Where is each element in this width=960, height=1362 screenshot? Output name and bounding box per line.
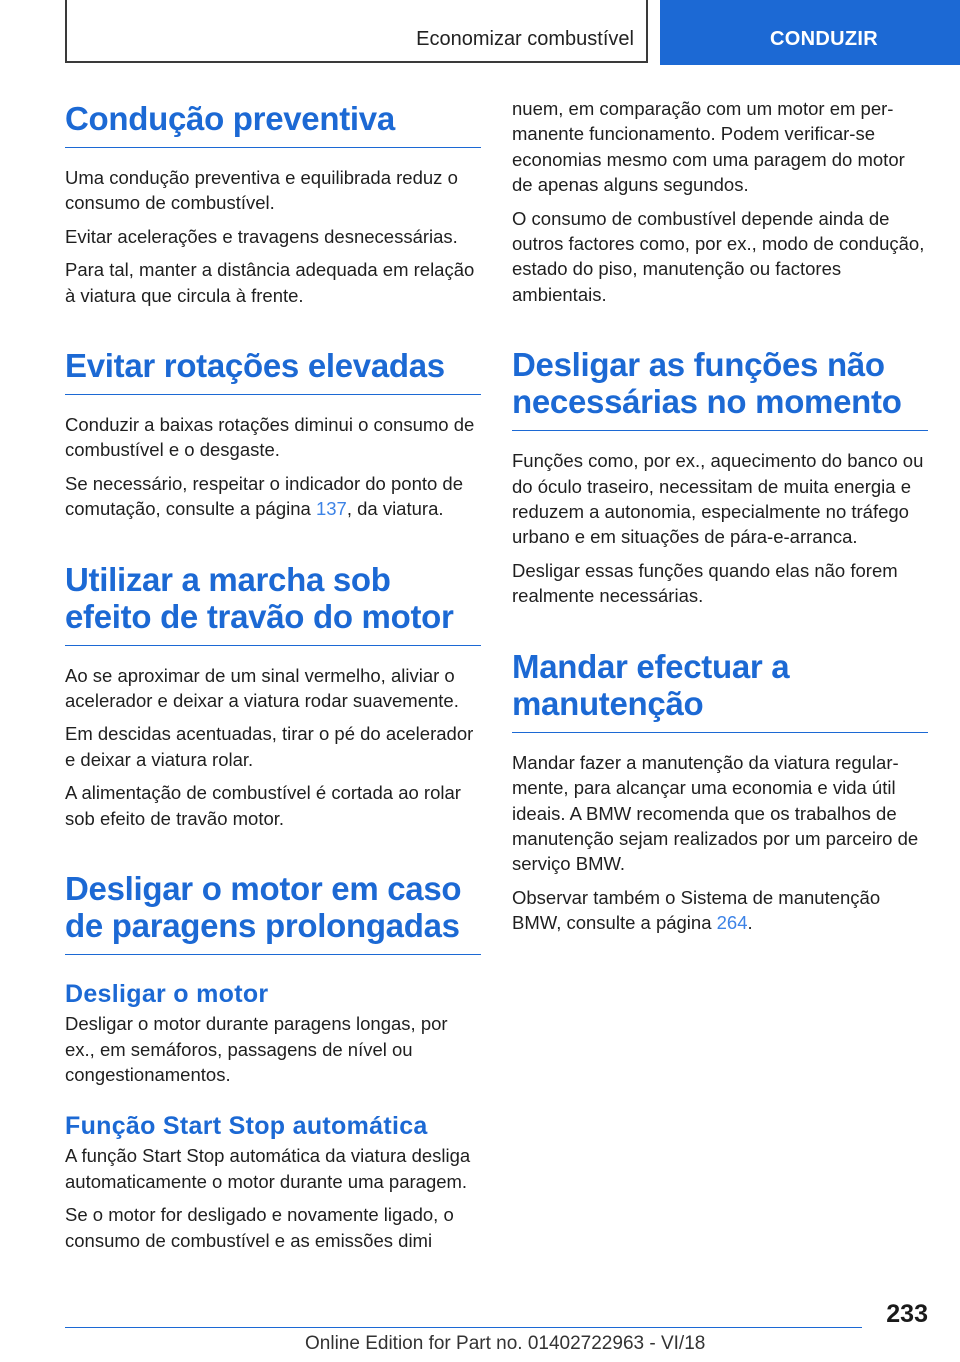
page-link-137[interactable]: 137	[315, 498, 347, 520]
heading-conducao-preventiva: Condução preventiva	[65, 100, 481, 148]
paragraph	[65, 471, 481, 522]
header-chapter-label: CONDUZIR	[770, 28, 878, 50]
paragraph: Conduzir a baixas rotações diminui o consumo de combustível e o desgaste.	[65, 414, 475, 461]
paragraph: O consumo de combustível depende ainda de outros factores como, por ex., modo de condução, estado do piso, manutenção ou factores ambientais.	[512, 207, 925, 305]
paragraph: A alimentação de combustível é cortada ao rolar sob efeito de travão motor.	[65, 782, 461, 829]
paragraph: Uma condução preventiva e equilibrada reduz o consumo de combustível.	[65, 167, 458, 214]
paragraph: Ao se aproximar de um sinal vermelho, aliviar o acelerador e deixar a viatura rodar suavemente.	[65, 664, 459, 712]
paragraph: Em descidas acentuadas, tirar o pé do acelerador e deixar a viatura rolar.	[65, 723, 474, 770]
footer-edition: Online Edition for Part no. 01402722963 - VI/18	[305, 1333, 706, 1354]
heading-desligar-motor-paragens: Desligar o motor em caso de paragens prolongadas	[65, 870, 481, 955]
paragraph	[512, 885, 928, 936]
heading-desligar-funcoes: Desligar as funções não necessárias no momento	[512, 346, 928, 431]
paragraph: Para tal, manter a distância adequada em relação à viatura que circula à frente.	[65, 259, 475, 306]
header-section-tab	[65, 0, 648, 63]
paragraph: nuem, em comparação com um motor em permanente funcionamento. Podem verificar-se economias mesmo com uma paragem do motor de apenas alguns segundos.	[512, 98, 905, 196]
page-link-264[interactable]: 264	[716, 912, 748, 934]
paragraph: Evitar acelerações e travagens desnecessárias.	[65, 225, 458, 247]
text: , da viatura.	[346, 498, 444, 520]
paragraph: A função Start Stop automática da viatura desliga automaticamente o motor durante uma paragem.	[65, 1145, 471, 1192]
page-number: 233	[886, 1300, 928, 1328]
right-column	[512, 96, 928, 936]
text: Se necessário, respeitar o indicador do ponto de comutação, consulte a página	[65, 472, 464, 520]
paragraph: Mandar fazer a manutenção da viatura regularmente, para alcançar uma economia e vida útil ideais. A BMW recomenda que os trabalhos de manutenção sejam realizados por um parceiro de serviço BMW.	[512, 751, 919, 875]
paragraph: Desligar o motor durante paragens longas, por ex., em semáforos, passagens de nível ou congestionamentos.	[65, 1013, 448, 1085]
paragraph: Se o motor for desligado e novamente ligado, o consumo de combustível e as emissões dimi	[65, 1204, 454, 1251]
footer-divider	[65, 1327, 862, 1328]
paragraph: Funções como, por ex., aquecimento do banco ou do óculo traseiro, necessitam de muita energia e reduzem a autonomia, especialmente no tráfego urbano e em situações de pára-e-arranca.	[512, 450, 924, 548]
text: .	[747, 912, 753, 934]
header-chapter-tab[interactable]	[660, 0, 960, 65]
paragraph: Desligar essas funções quando elas não forem realmente necessárias.	[512, 559, 898, 607]
left-column	[65, 100, 481, 1253]
subheading-start-stop: Função Start Stop automática	[65, 1112, 428, 1141]
heading-marcha-travao-motor: Utilizar a marcha sob efeito de travão do motor	[65, 561, 481, 646]
text: Observar também o Sistema de manutenção BMW, consulte a página	[512, 886, 881, 934]
heading-mandar-manutencao: Mandar efectuar a manutenção	[512, 648, 928, 733]
subheading-desligar-motor: Desligar o motor	[65, 980, 269, 1009]
header-section-title: Economizar combustível	[416, 28, 634, 50]
heading-evitar-rotacoes: Evitar rotações elevadas	[65, 347, 481, 395]
